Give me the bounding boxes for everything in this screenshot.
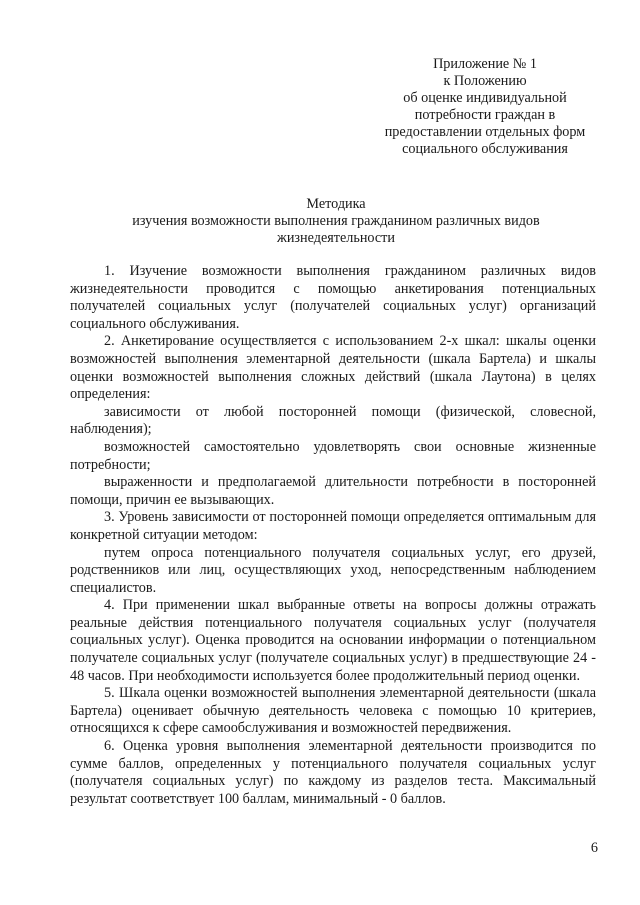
paragraph: 1. Изучение возможности выполнения гражданином различных видов жизнедеятельности проводится с помощью анкетирования потенциальных получателей социальных услуг (получателей социальных услуг) организаций социального обслуживания. <box>70 263 596 332</box>
paragraph: путем опроса потенциального получателя социальных услуг, его друзей, родственников или лиц, осуществляющих уход, непосредственным наблюдением специалистов. <box>70 544 596 596</box>
paragraph: возможностей самостоятельно удовлетворять свои основные жизненные потребности; <box>70 438 596 473</box>
paragraph: 6. Оценка уровня выполнения элементарной деятельности производится по сумме баллов, определенных у потенциального получателя социальных услуг (получателя социальных услуг) по каждому из разделов теста. Максимальный результат соответствует 100 баллам, минимальный - 0 баллов. <box>70 738 596 807</box>
appendix-line: социального обслуживания <box>402 141 568 157</box>
document-title <box>70 196 602 247</box>
appendix-line: потребности граждан в <box>414 107 556 123</box>
title-subtitle-line: изучения возможности выполнения гражданином различных видов <box>132 213 540 229</box>
paragraph: 2. Анкетирование осуществляется с использованием 2-х шкал: шкалы оценки возможностей выполнения элементарной деятельности (шкала Бартела) и шкалы оценки возможностей выполнения сложных действий (шкала Лаутона) в целях определения: <box>70 333 596 403</box>
paragraph: 4. При применении шкал выбранные ответы на вопросы должны отражать реальные действия потенциального получателя социальных услуг (получателя социальных услуг). Оценка проводится на основании информации о потенциальном получателе социальных услуг (получателе социальных услуг) в предшествующие 24 - 48 часов. При необходимости используется более продолжительный период оценки. <box>70 597 596 684</box>
paragraph: 5. Шкала оценки возможностей выполнения элементарной деятельности (шкала Бартела) оценивает обычную деятельность человека с помощью 10 критериев, относящихся к сфере самообслуживания и возможностей передвижения. <box>70 685 596 737</box>
page-number: 6 <box>590 840 598 856</box>
title-subtitle-line: жизнедеятельности <box>277 230 395 246</box>
paragraph: 3. Уровень зависимости от посторонней помощи определяется оптимальным для конкретной ситуации методом: <box>70 509 596 543</box>
document-body <box>70 263 596 808</box>
appendix-reference <box>370 56 600 158</box>
appendix-line: об оценке индивидуальной <box>403 90 567 106</box>
title-heading: Методика <box>306 196 366 212</box>
paragraph: выраженности и предполагаемой длительности потребности в посторонней помощи, причин ее вызывающих. <box>70 474 596 508</box>
appendix-line: к Положению <box>443 73 527 89</box>
appendix-line: Приложение № 1 <box>433 56 537 72</box>
appendix-line: предоставлении отдельных форм <box>384 124 586 140</box>
paragraph: зависимости от любой посторонней помощи (физической, словесной, наблюдения); <box>70 403 596 438</box>
